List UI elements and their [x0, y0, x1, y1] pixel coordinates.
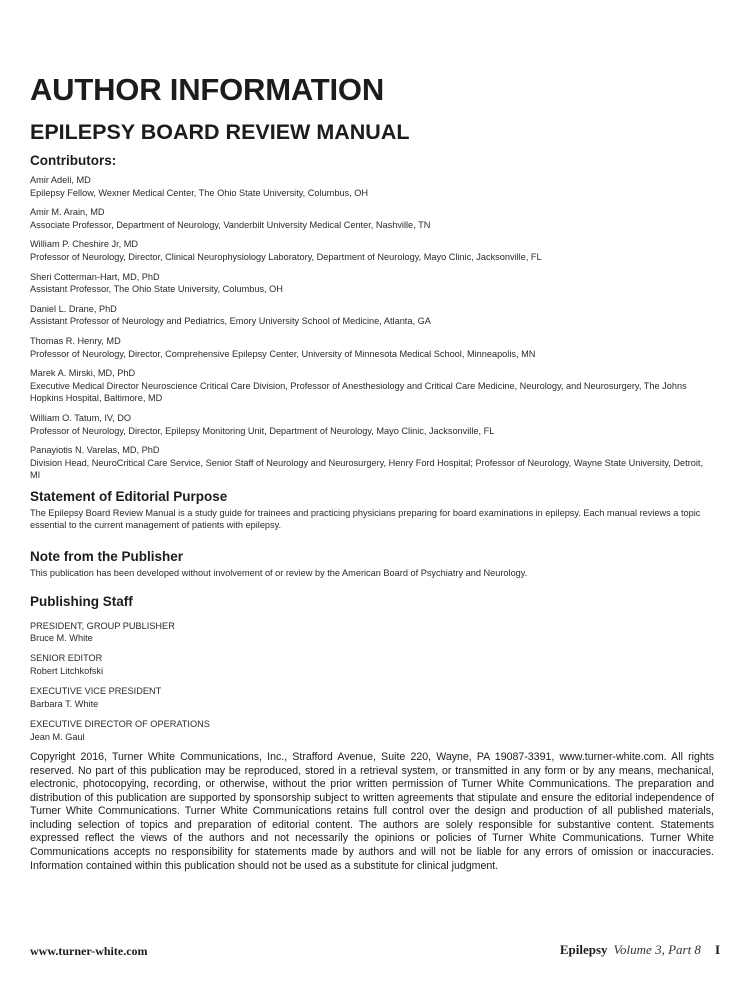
contributor-entry — [30, 412, 714, 437]
staff-entry — [30, 620, 714, 645]
contributor-entry — [30, 367, 714, 405]
contributor-affiliation: Assistant Professor of Neurology and Pediatrics, Emory University School of Medicine, Atlanta, GA — [30, 316, 431, 327]
page-title: AUTHOR INFORMATION — [30, 72, 385, 107]
staff-entry — [30, 718, 714, 743]
staff-name: Jean M. Gaul — [30, 731, 85, 742]
contributor-affiliation: Associate Professor, Department of Neurology, Vanderbilt University Medical Center, Nashville, TN — [30, 219, 431, 230]
staff-role: PRESIDENT, GROUP PUBLISHER — [30, 620, 175, 631]
contributor-entry — [30, 444, 714, 482]
publisher-note-text: This publication has been developed without involvement of or review by the American Board of Psychiatry and Neurology. — [30, 568, 528, 579]
page-number: I — [714, 942, 720, 957]
staff-name: Robert Litchkofski — [30, 665, 104, 676]
contributor-affiliation: Assistant Professor, The Ohio State University, Columbus, OH — [30, 284, 283, 295]
contributor-name: Amir M. Arain, MD — [30, 207, 105, 218]
contributor-entry — [30, 335, 714, 360]
contributor-name: Thomas R. Henry, MD — [30, 335, 121, 346]
publishing-staff-section — [30, 594, 714, 743]
contributor-name: William O. Tatum, IV, DO — [30, 412, 132, 423]
contributor-affiliation: Division Head, NeuroCritical Care Service, Senior Staff of Neurology and Neurosurgery, Henry Ford Hospital; Professor of Neurology, Wayne State University, Detroit, MI — [30, 457, 704, 481]
page-subtitle: EPILEPSY BOARD REVIEW MANUAL — [30, 120, 410, 144]
footer-running-head — [560, 942, 720, 958]
page-content — [30, 153, 714, 873]
contributor-affiliation: Epilepsy Fellow, Wexner Medical Center, The Ohio State University, Columbus, OH — [30, 187, 369, 198]
publisher-note-section — [30, 549, 714, 580]
contributor-entry — [30, 206, 714, 231]
contributor-entry — [30, 174, 714, 199]
copyright-notice: Copyright 2016, Turner White Communications, Inc., Strafford Avenue, Suite 220, Wayne, PA 19087-3391, www.turner-white.com. All rights reserved. No part of this publication may be reproduced, stored in a retrieval system, or transmitted in any form or by any means, mechanical, electronic, photocopying, recording, or otherwise, without the prior written permission of Turner White Communications. The preparation and distribution of this publication are supported by sponsorship subject to written agreements that stipulate and ensure the editorial independence of Turner White Communications. Turner White Communications retains full control over the design and production of all published materials, including selection of topics and preparation of editorial content. The authors are solely responsible for substantive content. Statements expressed reflect the views of the authors and not necessarily the opinions or policies of Turner White Communications. Turner White Communications accepts no responsibility for statements made by authors and will not be liable for any errors of omission or inaccuracies. Information contained within this publication should not be used as a substitute for clinical judgment. — [30, 750, 714, 872]
contributor-name: William P. Cheshire Jr, MD — [30, 239, 139, 250]
staff-entry — [30, 652, 714, 677]
contributor-name: Amir Adeli, MD — [30, 175, 91, 185]
staff-name: Bruce M. White — [30, 633, 93, 644]
contributor-affiliation: Professor of Neurology, Director, Epilepsy Monitoring Unit, Department of Neurology, Mayo Clinic, Jacksonville, FL — [30, 425, 495, 436]
contributors-list — [30, 174, 714, 482]
publishing-staff-heading: Publishing Staff — [30, 593, 133, 609]
contributor-name: Panayiotis N. Varelas, MD, PhD — [30, 445, 160, 456]
staff-role: EXECUTIVE VICE PRESIDENT — [30, 686, 162, 697]
contributor-name: Marek A. Mirski, MD, PhD — [30, 368, 136, 379]
contributor-entry — [30, 303, 714, 328]
contributors-heading: Contributors: — [30, 153, 117, 168]
editorial-purpose-text: The Epilepsy Board Review Manual is a study guide for trainees and practicing physicians preparing for board examinations in epilepsy. Each manual reviews a topic essential to the current management of patients with epilepsy. — [30, 507, 701, 531]
publisher-note-heading: Note from the Publisher — [30, 549, 184, 565]
staff-role: SENIOR EDITOR — [30, 653, 103, 664]
footer-issue: Volume 3, Part 8 — [613, 942, 701, 957]
staff-role: EXECUTIVE DIRECTOR OF OPERATIONS — [30, 719, 210, 730]
contributor-name: Sheri Cotterman-Hart, MD, PhD — [30, 271, 160, 282]
contributor-entry — [30, 238, 714, 263]
contributor-affiliation: Professor of Neurology, Director, Comprehensive Epilepsy Center, University of Minnesota Medical School, Minneapolis, MN — [30, 348, 536, 359]
staff-name: Barbara T. White — [30, 698, 99, 709]
contributor-name: Daniel L. Drane, PhD — [30, 303, 117, 314]
contributor-entry — [30, 271, 714, 296]
editorial-purpose-section — [30, 489, 714, 532]
footer-journal: Epilepsy — [559, 942, 608, 957]
contributor-affiliation: Professor of Neurology, Director, Clinical Neurophysiology Laboratory, Department of Neurology, Mayo Clinic, Jacksonville, FL — [30, 251, 542, 262]
footer-website: www.turner-white.com — [30, 944, 148, 958]
staff-entry — [30, 685, 714, 710]
publishing-staff-list — [30, 620, 714, 743]
contributor-affiliation: Executive Medical Director Neuroscience Critical Care Division, Professor of Anesthesiology and Critical Care Medicine, Neurology, and Neurosurgery, The Johns Hopkins Hospital, Baltimore, MD — [30, 380, 687, 404]
editorial-purpose-heading: Statement of Editorial Purpose — [30, 488, 228, 504]
